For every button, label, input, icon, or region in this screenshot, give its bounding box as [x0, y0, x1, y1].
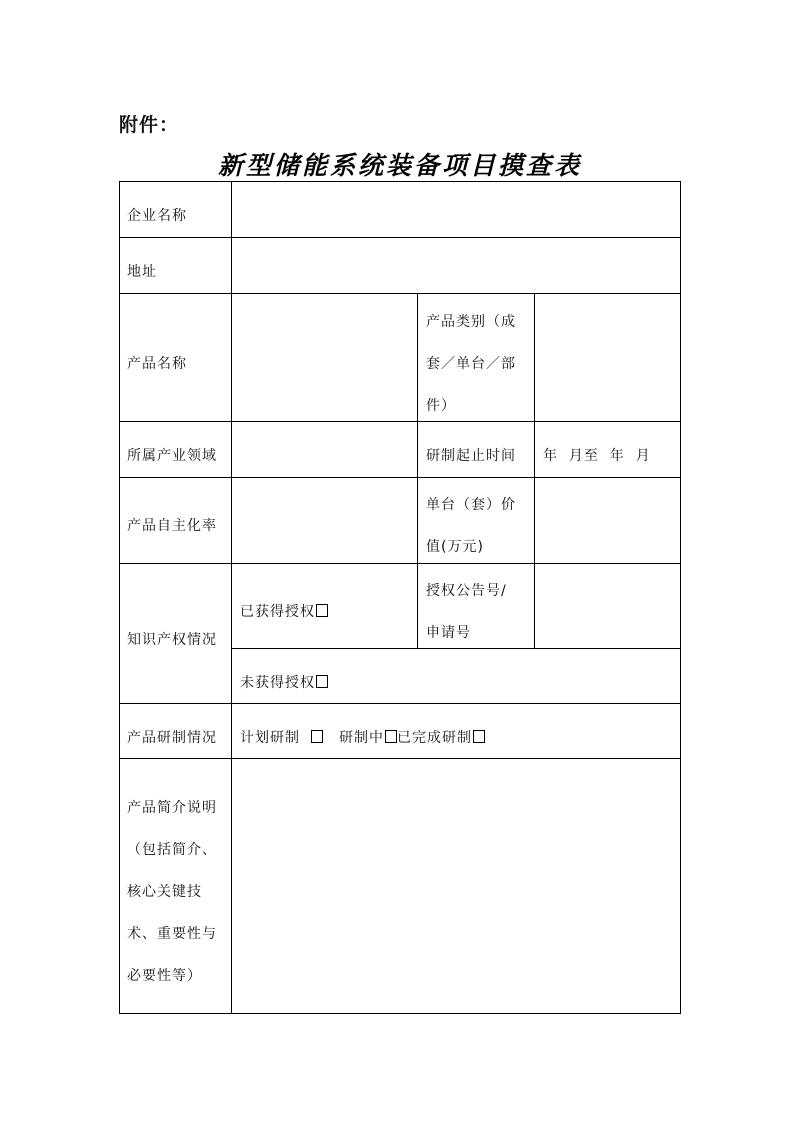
ip-pub-number-field[interactable] [535, 564, 680, 648]
product-category-field[interactable] [535, 294, 680, 421]
rd-status-options [240, 717, 485, 759]
intro-label [127, 787, 217, 997]
intro-label-line: （包括简介、 [127, 842, 217, 858]
rd-planned-label: 计划研制 [240, 730, 300, 746]
row-divider [119, 703, 681, 704]
ip-not-granted-option[interactable] [240, 662, 328, 704]
ip-not-granted-label: 未获得授权 [240, 675, 315, 691]
product-category-label-line: 件） [426, 398, 456, 414]
form-title: 新型储能系统装备项目摸查表 [217, 151, 582, 180]
unit-price-field[interactable] [535, 478, 680, 563]
rd-completed-label: 已完成研制 [397, 730, 472, 746]
ip-granted-checkbox[interactable] [316, 604, 328, 617]
rd-in-progress-label: 研制中 [339, 730, 384, 746]
intro-label-line: 产品简介说明 [127, 800, 217, 816]
autonomy-rate-field[interactable] [232, 478, 417, 563]
ip-pub-number-label [426, 570, 507, 654]
address-label: 地址 [127, 264, 157, 280]
product-category-label-line: 套／单台／部 [426, 356, 516, 372]
product-name-label: 产品名称 [127, 356, 187, 372]
intro-label-line: 必要性等） [127, 968, 202, 984]
industry-field-input[interactable] [232, 422, 417, 477]
survey-form-table [119, 181, 681, 1014]
rd-planned-checkbox[interactable] [311, 730, 323, 743]
dev-period-label: 研制起止时间 [426, 448, 516, 464]
address-field[interactable] [232, 238, 680, 293]
rd-status-label: 产品研制情况 [127, 730, 217, 746]
table-border-bottom [119, 1013, 681, 1014]
autonomy-rate-label: 产品自主化率 [127, 518, 217, 534]
product-category-label [426, 301, 516, 427]
industry-field-label: 所属产业领域 [127, 448, 217, 464]
unit-price-label [426, 484, 516, 568]
column-divider [417, 293, 418, 648]
company-name-label: 企业名称 [127, 208, 187, 224]
ip-pub-number-label-line: 授权公告号/ [426, 583, 507, 599]
ip-granted-label: 已获得授权 [240, 604, 315, 620]
dev-period-field[interactable]: 年 月至 年 月 [543, 448, 651, 464]
rd-in-progress-checkbox[interactable] [385, 730, 397, 743]
product-name-field[interactable] [232, 294, 417, 421]
ip-pub-number-label-line: 申请号 [426, 625, 471, 641]
company-name-field[interactable] [232, 182, 680, 237]
ip-not-granted-checkbox[interactable] [316, 675, 328, 688]
product-category-label-line: 产品类别（成 [426, 314, 516, 330]
intro-field[interactable] [232, 759, 680, 1013]
intro-label-line: 术、重要性与 [127, 926, 217, 942]
unit-price-label-line: 单台（套）价 [426, 497, 516, 513]
table-border-left [119, 181, 120, 1014]
attachment-label: 附件： [119, 114, 180, 136]
table-border-right [680, 181, 681, 1014]
intro-label-line: 核心关键技 [127, 884, 202, 900]
unit-price-label-line: 值(万元) [426, 539, 484, 555]
ip-granted-option[interactable] [240, 591, 328, 633]
ip-status-label: 知识产权情况 [127, 632, 217, 648]
rd-completed-checkbox[interactable] [473, 730, 485, 743]
